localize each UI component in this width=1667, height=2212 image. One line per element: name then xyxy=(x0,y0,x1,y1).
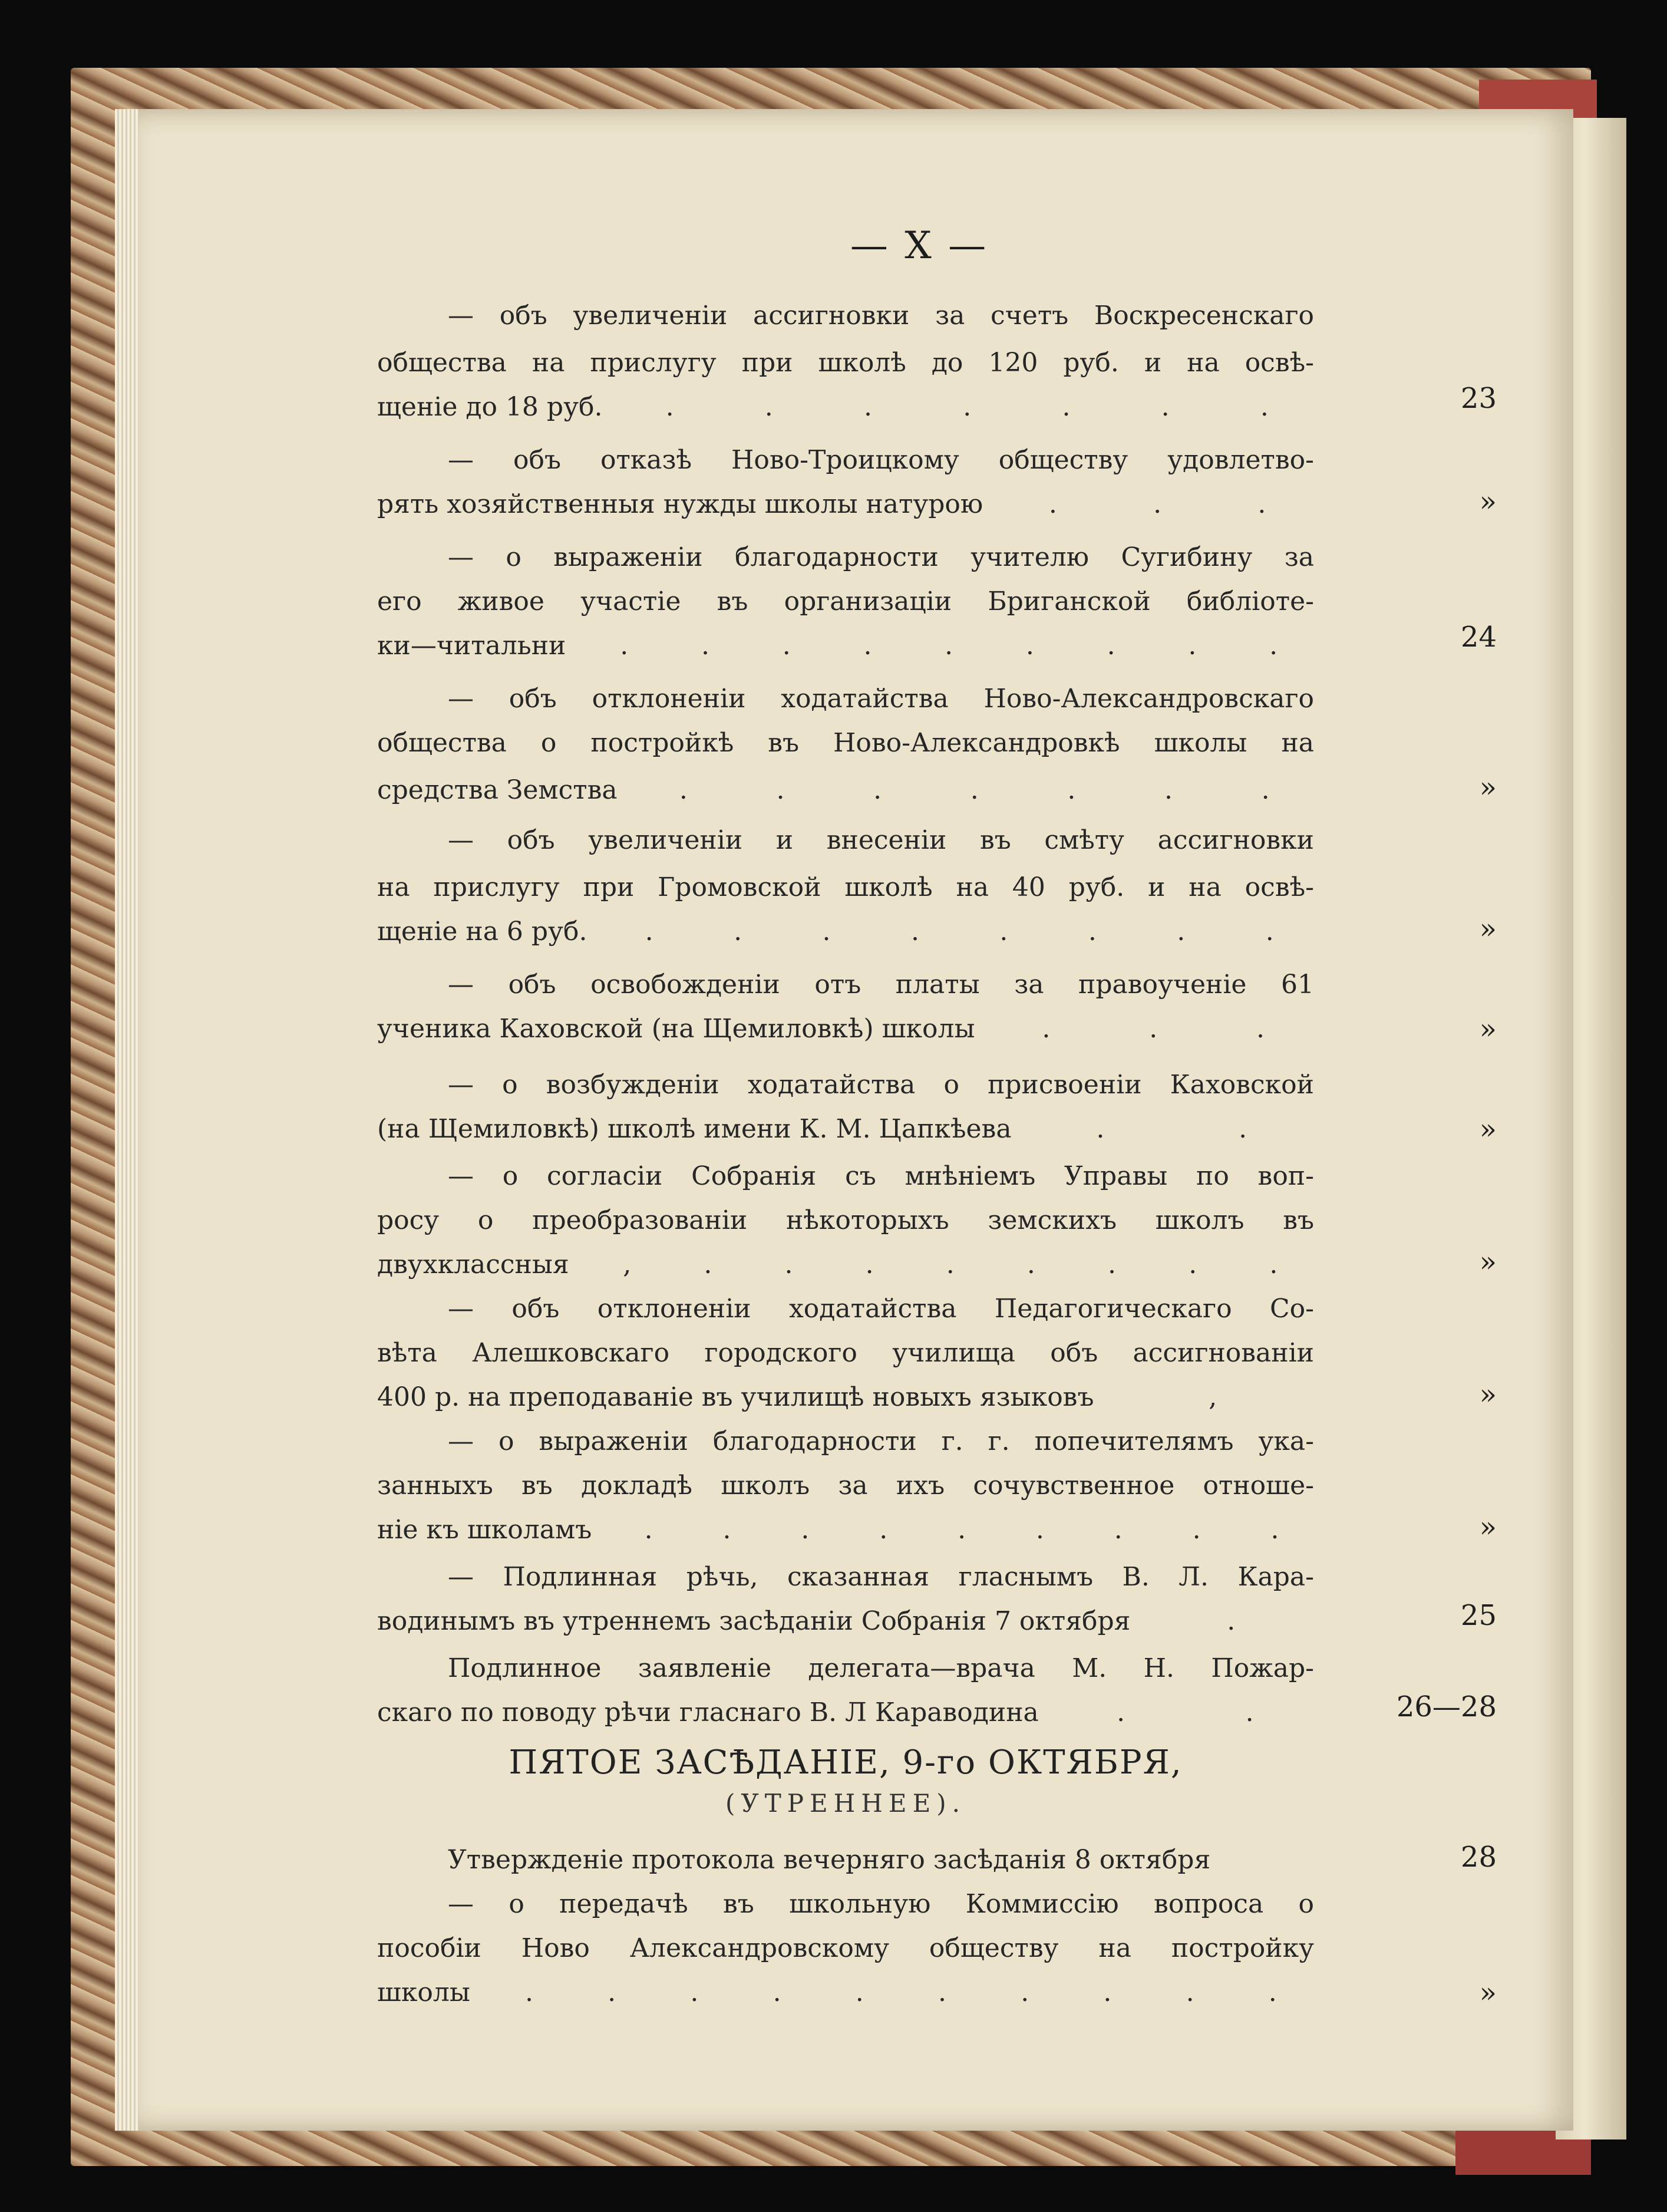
toc-line-leader xyxy=(377,1108,1314,1150)
toc-line: — объ увеличеніи и внесеніи въ смѣту ассигновки xyxy=(448,825,1314,855)
leader-dots: . . . . . . . . xyxy=(645,917,1274,947)
toc-line: — Подлинная рѣчь, сказанная гласнымъ В. Л. Кара- xyxy=(448,1562,1314,1592)
toc-line: общества на прислугу при школѣ до 120 руб. и на освѣ- xyxy=(377,348,1314,378)
toc-line: — о выраженіи благодарности учителю Сугибину за xyxy=(448,542,1314,572)
toc-line-leader xyxy=(377,911,1314,953)
toc-line: — объ отклоненіи ходатайства Ново-Александровскаго xyxy=(448,684,1314,714)
toc-line: рять хозяйственныя нужды школы натурою xyxy=(377,489,983,519)
toc-line: — объ отказѣ Ново-Троицкому обществу удовлетво- xyxy=(448,445,1314,475)
toc-line: росу о преобразованіи нѣкоторыхъ земскихъ школъ въ xyxy=(377,1205,1314,1235)
toc-line-leader xyxy=(377,1509,1314,1551)
leader-dots: . . . xyxy=(1048,489,1266,519)
leader-dots: . . . xyxy=(1042,1014,1265,1044)
leader-dots: . . . . . . . xyxy=(665,392,1269,422)
toc-page-ref: » xyxy=(1479,485,1497,518)
toc-line: ки—читальни xyxy=(377,631,566,661)
toc-line-leader xyxy=(377,1972,1314,2014)
toc-line: — объ отклоненіи ходатайства Педагогическаго Со- xyxy=(448,1294,1314,1324)
toc-page-ref: 26—28 xyxy=(1396,1690,1497,1723)
toc-line: ніе къ школамъ xyxy=(377,1515,592,1545)
toc-line: — объ увеличеніи ассигновки за счетъ Воскресенскаго xyxy=(448,301,1314,331)
toc-line-leader xyxy=(377,1600,1314,1643)
leader-dots: . . xyxy=(1096,1114,1247,1144)
toc-page-ref: 23 xyxy=(1460,382,1497,415)
toc-line-leader xyxy=(377,769,1314,812)
toc-line: его живое участіе въ организаціи Бриганской библіоте- xyxy=(377,586,1314,617)
toc-line: пособіи Ново Александровскому обществу на постройку xyxy=(377,1933,1314,1963)
page-number: — X — xyxy=(850,224,989,268)
toc-page-ref: » xyxy=(1479,1378,1497,1411)
toc-page-ref: » xyxy=(1479,1013,1497,1046)
toc-line: Утвержденіе протокола вечерняго засѣданія 8 октября xyxy=(448,1845,1211,1875)
toc-page-ref: 28 xyxy=(1460,1841,1497,1874)
section-heading: ПЯТОЕ ЗАСѢДАНІЕ, 9-го ОКТЯБРЯ, xyxy=(509,1743,1183,1782)
toc-line: — о возбужденіи ходатайства о присвоеніи Каховской xyxy=(448,1070,1314,1100)
leader-dots: , . . . . . . . . xyxy=(623,1250,1278,1280)
section-subheading: (УТРЕННЕЕ). xyxy=(725,1789,966,1818)
toc-line: — объ освобожденіи отъ платы за правоученіе 61 xyxy=(448,970,1314,1000)
toc-line: — о согласіи Собранія съ мнѣніемъ Управы по воп- xyxy=(448,1161,1314,1191)
leader-dots: . . . . . . . . . xyxy=(620,631,1278,661)
toc-line: общества о постройкѣ въ Ново-Александровкѣ школы на xyxy=(377,728,1314,758)
toc-line: (на Щемиловкѣ) школѣ имени К. М. Цапкѣева xyxy=(377,1114,1012,1144)
toc-line-leader xyxy=(377,1244,1314,1286)
toc-line: щеніе на 6 руб. xyxy=(377,917,587,947)
toc-line: на прислугу при Громовской школѣ на 40 руб. и на освѣ- xyxy=(377,872,1314,902)
toc-page-ref: 24 xyxy=(1460,621,1497,654)
toc-line: вѣта Алешковскаго городского училища объ ассигнованіи xyxy=(377,1338,1314,1368)
toc-page-ref: » xyxy=(1479,1113,1497,1146)
leader-dots: . . . . . . . . . xyxy=(644,1515,1279,1545)
toc-line-leader xyxy=(377,483,1314,526)
toc-line: — о выраженіи благодарности г. г. попечителямъ ука- xyxy=(448,1426,1314,1456)
toc-line-leader xyxy=(377,1008,1314,1050)
leader-dots: . . . . . . . . . . xyxy=(524,1977,1277,2007)
toc-line: ученика Каховской (на Щемиловкѣ) школы xyxy=(377,1014,975,1044)
toc-line-leader xyxy=(377,1692,1314,1734)
toc-line: водинымъ въ утреннемъ засѣданіи Собранія 7 октября xyxy=(377,1606,1131,1636)
toc-line: двухклассныя xyxy=(377,1250,569,1280)
page-stack-edge xyxy=(115,109,138,2131)
leader-dots: . . . . . . . xyxy=(679,775,1270,805)
toc-line-leader xyxy=(377,1376,1314,1419)
toc-page-ref: » xyxy=(1479,912,1497,945)
leader-dots: . . xyxy=(1117,1697,1254,1728)
toc-page-ref: » xyxy=(1479,1245,1497,1278)
toc-line: занныхъ въ докладѣ школъ за ихъ сочувственное отноше- xyxy=(377,1471,1314,1501)
toc-line-leader xyxy=(377,625,1314,667)
toc-line: скаго по поводу рѣчи гласнаго В. Л Караводина xyxy=(377,1697,1039,1728)
toc-line-leader xyxy=(377,386,1314,428)
toc-line: 400 р. на преподаваніе въ училищѣ новыхъ языковъ xyxy=(377,1382,1094,1412)
toc-line: — о передачѣ въ школьную Коммиссію вопроса о xyxy=(448,1889,1314,1919)
toc-line: Подлинное заявленіе делегата—врача М. Н. Пожар- xyxy=(448,1653,1314,1683)
toc-line: школы xyxy=(377,1977,470,2007)
leader-dots: , xyxy=(1209,1382,1217,1412)
toc-page-ref: » xyxy=(1479,1511,1497,1544)
toc-page-ref: » xyxy=(1479,771,1497,804)
toc-page-ref: 25 xyxy=(1460,1599,1497,1632)
leader-dots: . xyxy=(1227,1606,1236,1636)
toc-page-ref: » xyxy=(1479,1976,1497,2009)
toc-line: средства Земства xyxy=(377,775,618,805)
toc-line: щеніе до 18 руб. xyxy=(377,392,603,422)
